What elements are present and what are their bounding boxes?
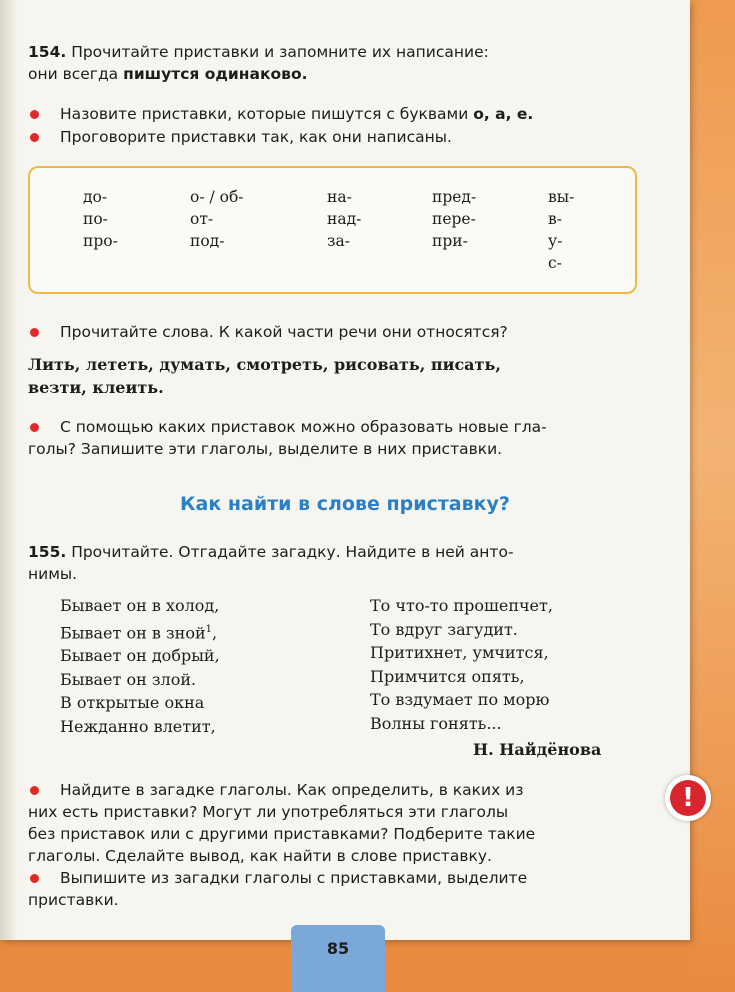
- poem-line-with-footnote: [60, 618, 220, 645]
- prefix-column-1: [83, 186, 118, 252]
- prefix: при-: [432, 232, 468, 250]
- prefix: вы-: [548, 188, 575, 206]
- prefix-box: [28, 166, 637, 294]
- poem-line: То вдруг загудит.: [370, 619, 518, 639]
- task-name-prefixes: [60, 103, 533, 125]
- poem-right-column: [370, 594, 553, 735]
- task-write-verbs-line2: приставки.: [28, 891, 119, 909]
- warning-symbol: !: [670, 780, 706, 816]
- section-heading: Как найти в слове приставку?: [180, 493, 510, 515]
- prefix: пере-: [432, 210, 476, 228]
- exercise-155-heading: [28, 541, 514, 563]
- prefix-column-4: [432, 186, 476, 252]
- bullet-icon: [30, 110, 39, 119]
- exercise-number: 155.: [28, 543, 67, 561]
- bullet-icon: [30, 874, 39, 883]
- prefix-column-2: [190, 186, 244, 252]
- poem-line: Примчится опять,: [370, 666, 525, 686]
- poem-line: Бывает он злой.: [60, 669, 197, 689]
- footnote-marker: 1: [205, 623, 212, 635]
- warning-icon: [665, 775, 711, 821]
- task-bold: о, а, е.: [473, 105, 534, 123]
- prefix: до-: [83, 188, 108, 206]
- prefix: о- / об-: [190, 188, 244, 206]
- task-pronounce: Проговорите приставки так, как они написаны.: [60, 128, 452, 146]
- poem-line: Бывает он в зной: [60, 622, 206, 642]
- prefix: под-: [190, 232, 225, 250]
- prefix: над-: [327, 210, 362, 228]
- page-spine-shadow: [0, 0, 18, 940]
- poem-line: То вздумает по морю: [370, 690, 550, 709]
- exercise-155-line2: нимы.: [28, 565, 78, 583]
- task-form-verbs-line2: голы? Запишите эти глаголы, выделите в них приставки.: [28, 440, 503, 458]
- prefix: по-: [83, 210, 108, 228]
- bullet-icon: [30, 133, 39, 142]
- task-find-verbs-line3: без приставок или с другими приставками? Подберите такие: [28, 825, 536, 843]
- prefix: про-: [83, 232, 118, 250]
- task-text: Назовите приставки, которые пишутся с буквами: [60, 105, 474, 123]
- poem-author: Н. Найдёнова: [473, 740, 602, 759]
- bullet-icon: [30, 423, 39, 432]
- word-list-line2: везти, клеить.: [28, 378, 164, 397]
- poem-line: Нежданно влетит,: [60, 716, 216, 736]
- task-find-verbs-line4: глаголы. Сделайте вывод, как найти в слове приставку.: [28, 847, 492, 865]
- instruction-text: они всегда: [28, 65, 124, 83]
- poem-line: То что-то прошепчет,: [370, 596, 553, 615]
- exercise-154-line2: [28, 63, 307, 85]
- poem-left-column: [60, 594, 220, 738]
- task-write-verbs-line1: Выпишите из загадки глаголы с приставками, выделите: [60, 869, 528, 887]
- exercise-instruction: Прочитайте. Отгадайте загадку. Найдите в ней анто-: [71, 543, 514, 561]
- task-find-verbs-line2: них есть приставки? Могут ли употребляться эти глаголы: [28, 803, 509, 821]
- prefix-column-3: [327, 186, 361, 252]
- exercise-instruction: Прочитайте приставки и запомните их написание:: [71, 43, 489, 61]
- instruction-bold: пишутся одинаково.: [123, 65, 308, 83]
- prefix: в-: [548, 210, 562, 228]
- word-list-line1: Лить, лететь, думать, смотреть, рисовать, писать,: [28, 355, 501, 374]
- task-find-verbs-line1: Найдите в загадке глаголы. Как определить, в каких из: [60, 781, 524, 799]
- prefix-column-5: [548, 186, 574, 274]
- prefix: на-: [327, 188, 352, 206]
- prefix: у-: [548, 232, 563, 250]
- task-form-verbs-line1: С помощью каких приставок можно образовать новые гла-: [60, 418, 547, 436]
- bullet-icon: [30, 328, 39, 337]
- prefix: пред-: [432, 188, 477, 206]
- prefix: от-: [190, 210, 214, 228]
- poem-punctuation: ,: [211, 622, 218, 642]
- bullet-icon: [30, 786, 39, 795]
- poem-line: Волны гонять...: [370, 713, 502, 733]
- poem-line: В открытые окна: [60, 693, 205, 713]
- exercise-number: 154.: [28, 43, 67, 61]
- poem-line: Бывает он добрый,: [60, 646, 220, 666]
- page-edge-decoration: [687, 0, 735, 992]
- prefix: за-: [327, 232, 350, 250]
- prefix: с-: [548, 254, 562, 272]
- exercise-154-heading: [28, 41, 489, 63]
- poem-line: Притихнет, умчится,: [370, 643, 549, 662]
- page-number: 85: [291, 925, 385, 992]
- poem-line: Бывает он в холод,: [60, 596, 220, 615]
- task-part-of-speech: Прочитайте слова. К какой части речи они относятся?: [60, 323, 508, 341]
